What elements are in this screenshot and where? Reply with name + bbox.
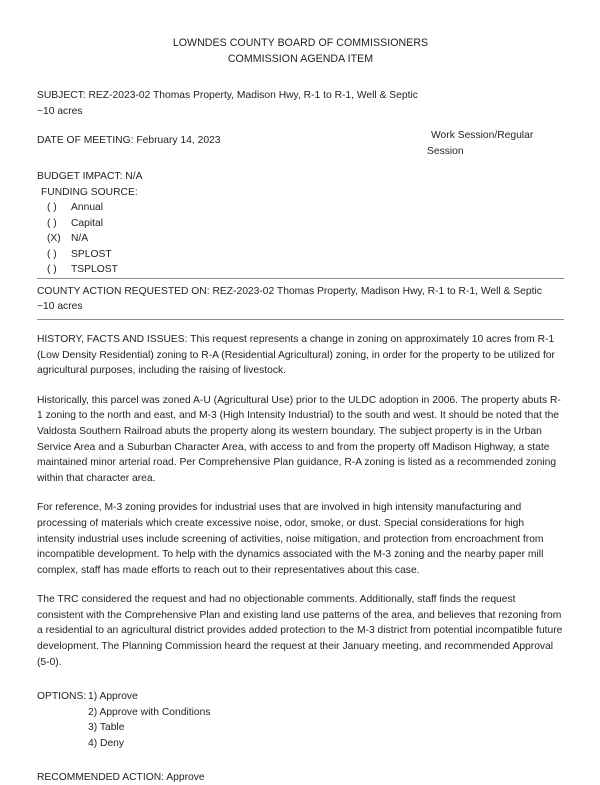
session-note [427, 128, 567, 160]
session-note-line-1: Work Session/Regular [431, 130, 534, 141]
divider-above-county-action [37, 278, 564, 279]
document-content [37, 0, 564, 785]
option-approve-with-conditions[interactable]: 2) Approve with Conditions [88, 706, 211, 718]
county-action-block [37, 284, 564, 315]
funding-option-annual[interactable] [37, 200, 564, 216]
checkbox-na[interactable]: (X) [47, 233, 61, 245]
funding-option-na[interactable] [37, 231, 564, 247]
county-action-acreage: ~10 acres [37, 301, 83, 313]
subject-line: SUBJECT: REZ-2023-02 Thomas Property, Madison Hwy, R-1 to R-1, Well & Septic [37, 90, 418, 101]
funding-source-list [37, 200, 564, 278]
paragraph-trc-recommendation: The TRC considered the request and had no objectionable comments. Additionally, staff finds the request consistent with the Comprehensive Plan and existing land use patterns of the area, and believes that rezoning from a residential to an agricultural district provides added protection to the M-3 district from potential incompatible future development. The Planning Commission heard the request at their January meeting, and recommended Approval (5-0). [37, 594, 563, 668]
document-header [37, 35, 564, 67]
divider-below-county-action [37, 319, 564, 320]
paragraph-historical-zoning: Historically, this parcel was zoned A-U (Agricultural Use) prior to the ULDC adoption in 2006. The property abuts R-1 zoning to the north and east, and M-3 (High Intensity Industrial) to the south and west. It should be noted that the Valdosta Southern Railroad abuts the property along its western boundary. The subject property is in the Urban Service Area and a Suburban Character Area, with access to and from the property off Madison Highway, a state maintained minor arterial road. Per Comprehensive Plan guidance, R-A zoning is listed as a recommended zoning within that character area. [37, 394, 561, 484]
funding-option-splost[interactable] [37, 247, 564, 263]
checkbox-capital[interactable]: ( ) [47, 217, 57, 229]
date-of-meeting: DATE OF MEETING: February 14, 2023 [37, 135, 221, 146]
options-list [37, 689, 564, 751]
funding-option-label: Annual [71, 202, 104, 213]
options-label: OPTIONS: [37, 691, 87, 703]
subject-acreage: ~10 acres [37, 105, 83, 117]
options-block [37, 689, 564, 751]
header-title-line-1: LOWNDES COUNTY BOARD OF COMMISSIONERS [172, 37, 429, 49]
county-action-line: COUNTY ACTION REQUESTED ON: REZ-2023-02 Thomas Property, Madison Hwy, R-1 to R-1, Well & Septic [37, 285, 542, 297]
header-title-line-2: COMMISSION AGENDA ITEM [227, 53, 374, 65]
paragraph-history-facts-issues: HISTORY, FACTS AND ISSUES: This request represents a change in zoning on approximately 10 acres from R-1 (Low Density Residential) zoning to R-A (Residential Agricultural) zoning, in order for the property to be utilized for agricultural purposes, including the raising of livestock. [37, 333, 555, 377]
option-deny[interactable]: 4) Deny [88, 738, 125, 750]
option-table[interactable]: 3) Table [88, 722, 125, 734]
funding-option-label: N/A [71, 233, 89, 245]
meeting-date-row [37, 130, 564, 165]
funding-option-label: SPLOST [71, 248, 112, 260]
funding-option-label: TSPLOST [71, 264, 118, 276]
subject-block [37, 88, 564, 119]
session-note-line-2: Session [427, 146, 464, 157]
checkbox-splost[interactable]: ( ) [47, 248, 57, 260]
recommended-action: RECOMMENDED ACTION: Approve [37, 771, 205, 783]
option-approve[interactable]: 1) Approve [88, 691, 138, 703]
checkbox-annual[interactable]: ( ) [47, 202, 57, 213]
checkbox-tsplost[interactable]: ( ) [47, 264, 57, 276]
budget-impact: BUDGET IMPACT: N/A [37, 171, 143, 182]
funding-source-label: FUNDING SOURCE: [41, 186, 138, 198]
paragraph-m3-reference: For reference, M-3 zoning provides for industrial uses that are involved in high intensity manufacturing and processing of materials which create excessive noise, odor, smoke, or dust. Special considerations for high intensity industrial uses include screening of activities, noise mitigation, and protection from encroachment from incompatible development. To help with the dynamics associated with the M-3 zoning and the nearby paper mill complex, staff has made efforts to reach out to their representatives about this case. [37, 502, 544, 576]
funding-option-capital[interactable] [37, 216, 564, 232]
budget-block [37, 169, 564, 200]
funding-option-label: Capital [71, 217, 104, 229]
funding-option-tsplost[interactable] [37, 262, 564, 278]
